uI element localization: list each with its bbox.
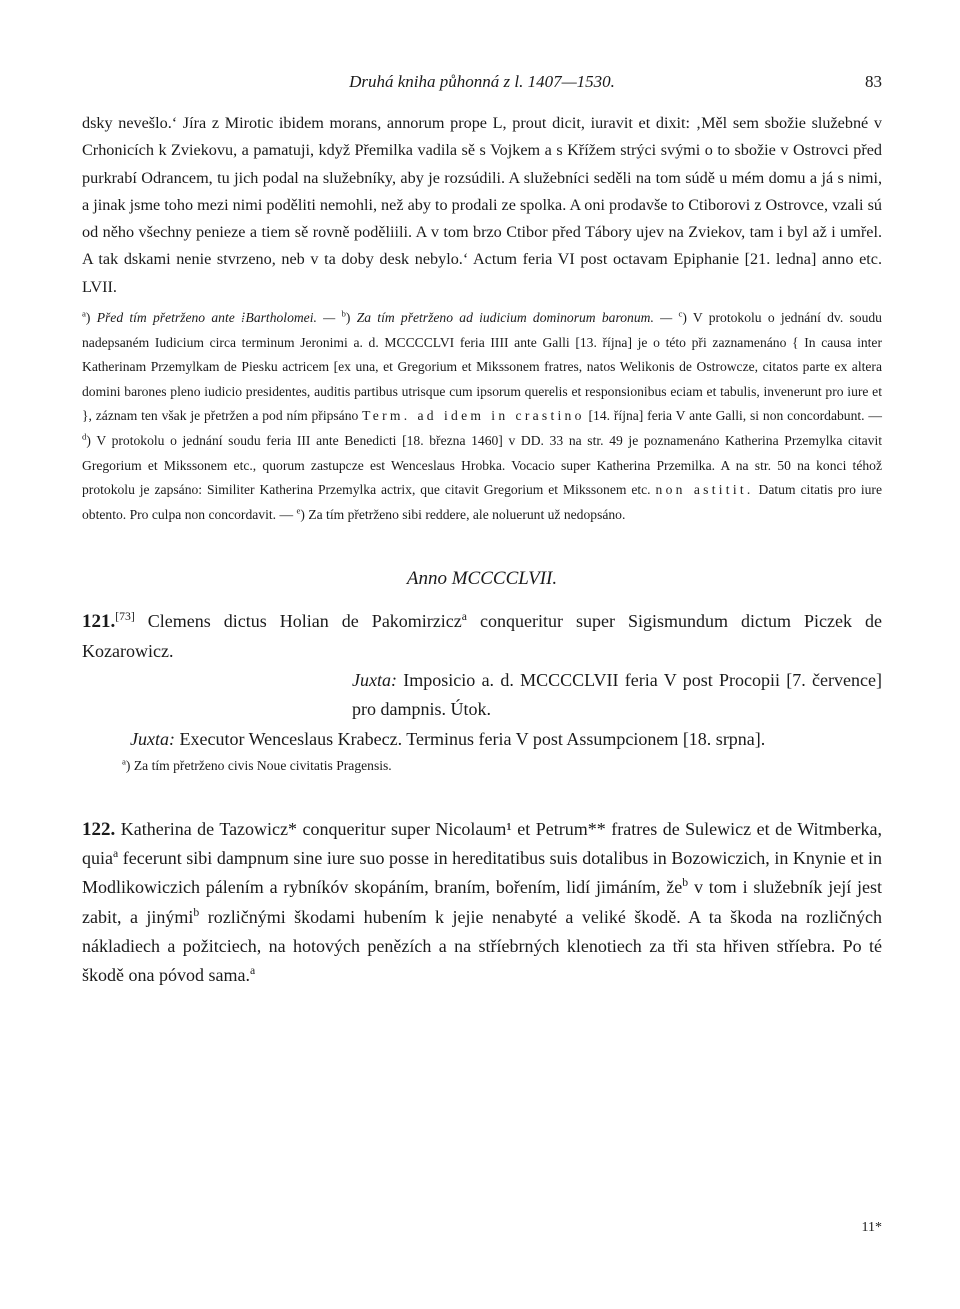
footnote-d-end: Datum citatis pro iure obtento. Pro culpa non concordavit. — — [82, 482, 882, 522]
footnote-c: V protokolu o jednání dv. soudu nadepsaném Iudicium circa terminum Jeronimi a. d. MCCCCLVI feria IIII ante Galli [13. října] je o této při zaznamenáno { In causa inter Katherinam Przemylkam de Piesku actricem [ex una, et Gregorium et Mikssonem fratres, natos Welikonis de Ostrowcze, citatos parte ex altera domini barones pleno iudicio presidentes, auditis partibus utrisque cum ipsorum querelis et responsionibus eciam et tabulis, invenerunt pro iure et }, záznam ten však je přetržen a pod ním připsáno — [82, 310, 882, 424]
footnote-mark: b — [341, 308, 346, 319]
footnote-mark: b — [193, 905, 200, 919]
footnote-mark: d — [82, 431, 87, 442]
footnote-e: Za tím přetrženo sibi reddere, ale noluerunt už nedopsáno. — [308, 506, 626, 522]
footnote-d-spaced: non astitit. — [655, 482, 754, 498]
entry-text: fecerunt sibi dampnum sine iure suo posse in hereditatibus suis dotalibus in Bozowiczich, in Knynie et in Modlikowiczich pálením a rybníkóv skopáním, braním, bořením, lidí jimáním, že — [82, 848, 882, 898]
footnote-text: Za tím přetrženo civis Noue civitatis Pragensis. — [133, 758, 392, 774]
footnote-c-end: [14. října] feria V ante Galli, si non concordabunt. — — [588, 408, 882, 424]
footnote-c-spaced: Term. ad idem in crastino — [362, 408, 585, 424]
footnote-mark: a — [461, 610, 467, 624]
footnote-b: Za tím přetrženo ad iudicium dominorum baronum. — — [356, 310, 673, 326]
juxta-text: Imposicio a. d. MCCCCLVII feria V post Procopii [7. července] pro dampnis. Útok. — [352, 669, 882, 720]
entry-number: 121. — [82, 611, 116, 633]
entry-text: conqueritur super Sigismundum dictum Piczek de Kozarowicz. — [82, 611, 883, 661]
entry-121 — [82, 607, 882, 665]
running-header — [82, 72, 882, 102]
entry-text: v tom i služebník její jest zabit, a jinými — [82, 877, 883, 927]
entry-122 — [82, 815, 882, 990]
footnote-mark: a — [122, 756, 126, 767]
main-paragraph: dsky nevešlo.‘ Jíra z Mirotic ibidem morans, annorum prope L, prout dicit, iuravit et dixit: ‚Měl sem sbožie služebné v Crhonicích k Zviekovu, a pamatuji, když Přemilka vadila sě s Vojkem a s Křížem strýci svými o to sbožie v Ostrovci před purkrabí Odrancem, tu jich podal na služebníky, aby je rozsúdili. A služebníci seděli na tom súdě u mém domu a já s nimi, a jinak jsme toho mezi nimi poděliti nemohli, než aby to prodali ze spolka. A oni prodavše to Ctiborovi z Ostrovce, vzali sú od něho všechny penieze a tiem sě rovně poděliili. A v tom brzo Ctibor před Tábory ujev na Zviekov, tam i byl až i umřel. A tak dskami nenie stvrzeno, neb v ta doby desk nebylo.‘ Actum feria VI post octavam Epiphanie [21. ledna] anno etc. LVII. — [82, 114, 882, 296]
signature-mark: 11* — [861, 1220, 882, 1235]
footnote-mark: a — [82, 308, 86, 319]
juxta-line — [352, 666, 882, 725]
source-mark: [73] — [115, 610, 135, 624]
footnote-mark: e — [296, 505, 301, 516]
footnote-a: Před tím přetrženo ante ⁞Bartholomei. — — [96, 310, 336, 326]
entry-121-footnote: $^a$) Za tím přetrženo civis Noue civitatis Pragensis. — [122, 756, 392, 774]
entry-text: rozličnými škodami hubením k jejie nenabyté a veliké škodě. A ta škoda na rozličných nákladiech a požitciech, na hotových penězích a na stříebrných klenotiech za tři sta hřiven stříebra. Po té škodě ona póvod sama. — [82, 906, 883, 985]
document-page — [82, 72, 883, 1235]
footnote-d: V protokolu o jednání soudu feria III ante Benedicti [18. března 1460] v DD. 33 na str. 49 je poznamenáno Katherina Przemylka citavit Gregorium et Mikssonem etc., quorum zastupcze est Wenceslaus Hrobka. Vocacio super Katherina Przemilka. A na str. 50 na konci téhož protokolu je zapsáno: Similiter Katherina Przemylka actrix, que citavit Gregorium et Mikssonem etc. — [82, 433, 883, 498]
entry-text: Clemens dictus Holian de Pakomirzicz — [147, 611, 462, 632]
footnote-mark: c — [678, 308, 683, 319]
entry-number: 122. — [82, 818, 116, 840]
juxta-label: Juxta: — [352, 669, 397, 690]
footnote-mark: b — [682, 876, 689, 890]
footnotes-block: $^a$) Před tím přetrženo ante ⁞Bartholomei. — $^b$) Za tím přetrženo ad iudicium dominorum baronum. — $^c$) V protokolu o jednání dv. soudu nadepsaném Iudicium circa terminum Jeronimi a. d. MCCCCLVI feria IIII ante Galli [13. října] je o této při zaznamenáno { In causa inter Katherinam Przemylkam de Piesku actricem [ex una, et Gregorium et Mikssonem fratres, natos Welikonis de Ostrowcze, citatos parte ex altera domini barones pleno iudicio presidentes, auditis partibus utrisque cum ipsorum querelis et responsionibus eciam et tabulis, invenerunt pro iure et }, záznam ten však je přetržen a pod ním připsáno Term. ad idem in crastino [14. října] feria V ante Galli, si non concordabunt. — $^d$) V protokolu o jednání soudu feria III ante Benedicti [18. března 1460] v DD. 33 na str. 49 je poznamenáno Katherina Przemylka citavit Gregorium et Mikssonem etc., quorum zastupcze est Wenceslaus Hrobka. Vocacio super Katherina Przemilka. A na str. 50 na konci téhož protokolu je zapsáno: Similiter Katherina Przemylka actrix, que citavit Gregorium et Mikssonem etc. non astitit. Datum citatis pro iure obtento. Pro culpa non concordavit. — $^e$) Za tím přetrženo sibi reddere, ale noluerunt už nedopsáno. — [82, 308, 883, 522]
executor-text: Executor Wenceslaus Krabecz. Terminus feria V post Assumpcionem [18. srpna]. — [179, 728, 766, 749]
footnote-mark: a — [113, 847, 119, 861]
running-title: Druhá kniha půhonná z l. 1407—1530. — [349, 72, 615, 91]
footnote-mark: a — [249, 963, 256, 977]
year-heading: Anno MCCCCLVII. — [406, 568, 558, 590]
executor-line — [82, 725, 882, 755]
entry-text: Katherina de Tazowicz* conqueritur super Nicolaum¹ et Petrum** fratres de Sulewicz et de Witmberka, quia — [82, 818, 882, 869]
page-number: 83 — [865, 72, 882, 91]
juxta-label: Juxta: — [130, 728, 175, 749]
